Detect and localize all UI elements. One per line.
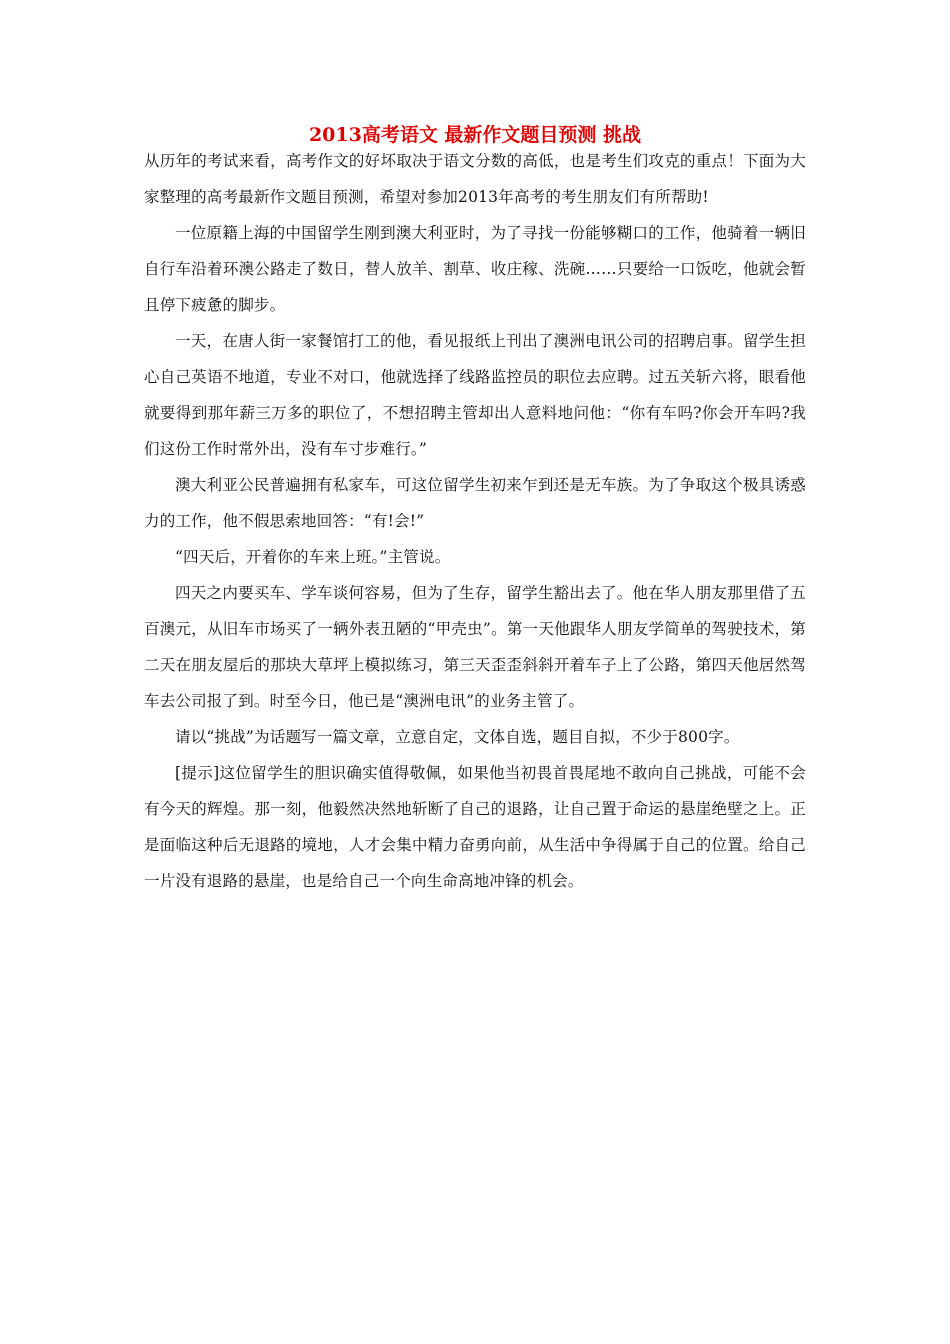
story-paragraph-5: 四天之内要买车、学车谈何容易，但为了生存，留学生豁出去了。他在华人朋友那里借了五百澳元，从旧车市场买了一辆外表丑陋的“甲壳虫”。第一天他跟华人朋友学简单的驾驶技术，第二天在朋友屋后的那块大草坪上模拟练习，第三天歪歪斜斜开着车子上了公路，第四天他居然驾车去公司报了到。时至今日，他已是“澳洲电讯”的业务主管了。 xyxy=(144,584,806,710)
story-paragraph-4: “四天后，开着你的车来上班。”主管说。 xyxy=(175,548,451,566)
intro-paragraph: 从历年的考试来看，高考作文的好坏取决于语文分数的高低，也是考生们攻克的重点！下面为大家整理的高考最新作文题目预测，希望对参加2013年高考的考生朋友们有所帮助! xyxy=(144,152,806,206)
story-paragraph-1: 一位原籍上海的中国留学生刚到澳大利亚时，为了寻找一份能够糊口的工作，他骑着一辆旧自行车沿着环澳公路走了数日，替人放羊、割草、收庄稼、洗碗……只要给一口饭吃，他就会暂且停下疲惫的脚步。 xyxy=(144,224,806,314)
document-title: 2013高考语文 最新作文题目预测 挑战 xyxy=(308,124,642,146)
story-paragraph-2: 一天，在唐人街一家餐馆打工的他，看见报纸上刊出了澳洲电讯公司的招聘启事。留学生担心自己英语不地道，专业不对口，他就选择了线路监控员的职位去应聘。过五关斩六将，眼看他就要得到那年薪三万多的职位了，不想招聘主管却出人意料地问他：“你有车吗?你会开车吗?我们这份工作时常外出，没有车寸步难行。” xyxy=(144,332,806,458)
hint-paragraph: [提示]这位留学生的胆识确实值得敬佩，如果他当初畏首畏尾地不敢向自己挑战，可能不会有今天的辉煌。那一刻，他毅然决然地斩断了自己的退路，让自己置于命运的悬崖绝壁之上。正是面临这种后无退路的境地，人才会集中精力奋勇向前，从生活中争得属于自己的位置。给自己一片没有退路的悬崖，也是给自己一个向生命高地冲锋的机会。 xyxy=(144,764,806,890)
story-paragraph-3: 澳大利亚公民普遍拥有私家车，可这位留学生初来乍到还是无车族。为了争取这个极具诱惑力的工作，他不假思索地回答：“有!会!” xyxy=(144,476,806,530)
document-body xyxy=(144,121,806,899)
essay-prompt: 请以“挑战”为话题写一篇文章，立意自定，文体自选，题目自拟，不少于800字。 xyxy=(175,728,740,746)
